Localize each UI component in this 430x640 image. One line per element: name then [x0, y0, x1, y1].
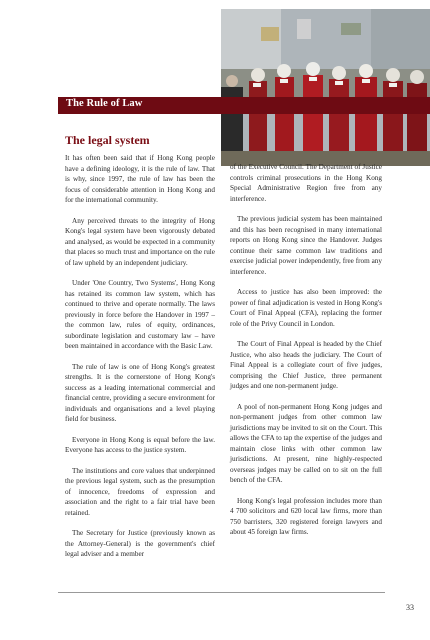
right-column [230, 162, 382, 548]
page-number: 33 [406, 603, 414, 612]
banner-title: The Rule of Law [66, 98, 143, 109]
paragraph: A pool of non-permanent Hong Kong judges and non-permanent judges from other common law jurisdictions may be invited to sit on the Court. This allows the CFA to tap the expertise of the judges and maintain close links with other common law jurisdictions. At present, nine highly-respected overseas judges may be called on to sit on the full bench of the CFA. [230, 402, 382, 484]
paragraph: of the Executive Council. The Department of Justice controls criminal prosecutions in the Hong Kong Special Administrative Region free from any interference. [230, 163, 382, 203]
footer-rule [58, 592, 385, 593]
paragraph: Under 'One Country, Two Systems', Hong Kong has retained its common law system, which has continued to thrive and operate normally. The laws previously in force before the Handover in 1997 – the common law, rules of equity, ordinances, subordinate legislation and customary law – have been maintained in accordance with the Basic Law. [65, 279, 215, 350]
paragraph: The Court of Final Appeal is headed by the Chief Justice, who also heads the judiciary. The Court of Final Appeal is a collegiate court of five judges, comprising the Chief Justice, three permanent judges and one non-permanent judge. [230, 340, 382, 390]
paragraph: Access to justice has also been improved: the power of final adjudication is vested in Hong Kong's Court of Final Appeal (CFA), replacing the former role of the Privy Council in London. [230, 288, 382, 328]
paragraph: The rule of law is one of Hong Kong's greatest strengths. It is the cornerstone of Hong Kong's success as a leading international commercial and financial centre, providing a secure environment for individuals and organisations and a level playing field for business. [65, 362, 215, 423]
paragraph: It has often been said that if Hong Kong people have a defining ideology, it is the rule of law. That is why, since 1997, the rule of law has been the focus of considerable attention in Hong Kong and for the international community. [65, 154, 215, 204]
paragraph: Hong Kong's legal profession includes more than 4 700 solicitors and 620 local law firms, more than 750 barristers, 320 registered foreign lawyers and about 45 foreign law firms. [230, 496, 382, 536]
left-column [65, 153, 215, 570]
paragraph: The Secretary for Justice (previously known as the Attorney-General) is the government's chief legal adviser and a member [65, 529, 215, 558]
judges-procession-photo [221, 9, 430, 166]
section-banner [58, 97, 430, 114]
section-heading: The legal system [65, 133, 150, 147]
paragraph: Any perceived threats to the integrity of Hong Kong's legal system have been vigorously debated and analysed, as would be expected in a community that places so much trust and importance on the rule of law upheld by an independent judiciary. [65, 216, 215, 267]
paragraph: The previous judicial system has been maintained and this has been recognised in many international reports on Hong Kong since the Handover. Judges continue their same common law traditions and exercise judicial power independently, free from any interference. [230, 215, 382, 276]
paragraph: Everyone in Hong Kong is equal before the law. Everyone has access to the justice system. [65, 435, 215, 454]
paragraph: The institutions and core values that underpinned the previous legal system, such as the presumption of innocence, freedoms of expression and association and the right to a fair trial have been retained. [65, 466, 215, 517]
